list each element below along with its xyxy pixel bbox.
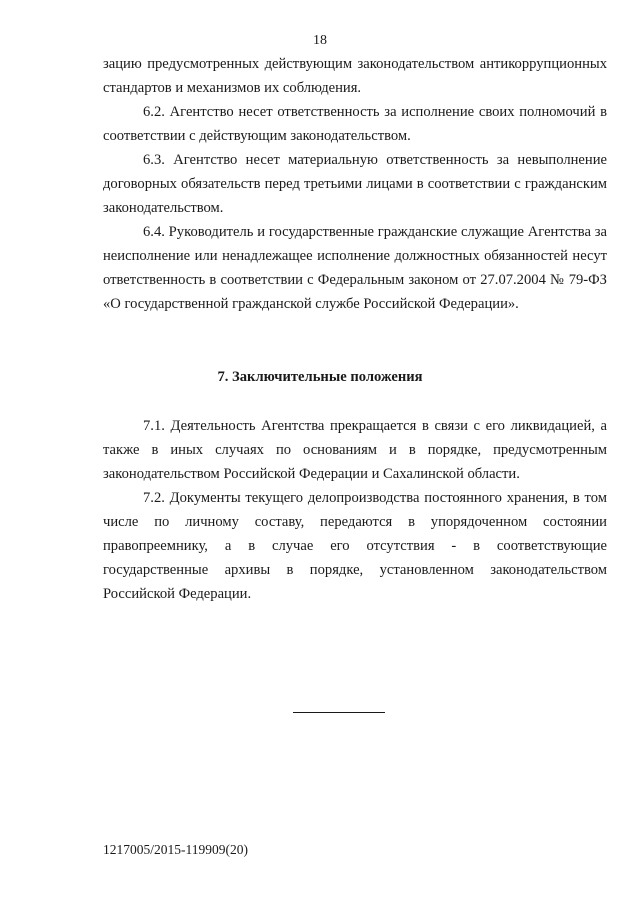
page-number: 18: [313, 33, 327, 48]
paragraph-7-2: 7.2. Документы текущего делопроизводства постоянного хранения, в том числе по личному составу, передаются в упорядоченном состоянии правопреемнику, а в случае его отсутствия - в соответствующие государственные архивы в порядке, установленном законодательством Российской Федерации.: [103, 490, 607, 602]
section-7-heading: 7. Заключительные положения: [217, 369, 423, 385]
section-7-text: [103, 414, 607, 606]
paragraph-continuation: зацию предусмотренных действующим законодательством антикоррупционных стандартов и механизмов их соблюдения.: [103, 56, 607, 96]
paragraph-6-3: 6.3. Агентство несет материальную ответственность за невыполнение договорных обязательств перед третьими лицами в соответствии с гражданским законодательством.: [103, 152, 607, 216]
paragraph-7-1: 7.1. Деятельность Агентства прекращается в связи с его ликвидацией, а также в иных случаях по основаниям и в порядке, предусмотренным законодательством Российской Федерации и Сахалинской области.: [103, 418, 607, 482]
section-6-text: [103, 52, 607, 316]
paragraph-6-2: 6.2. Агентство несет ответственность за исполнение своих полномочий в соответствии с действующим законодательством.: [103, 104, 607, 144]
separator-line: [293, 712, 385, 713]
document-code: 1217005/2015-119909(20): [103, 842, 248, 857]
paragraph-6-4: 6.4. Руководитель и государственные гражданские служащие Агентства за неисполнение или ненадлежащее исполнение должностных обязанностей несут ответственность в соответствии с Федеральным законом от 27.07.2004 № 79-ФЗ «О государственной гражданской службе Российской Федерации».: [103, 224, 607, 312]
